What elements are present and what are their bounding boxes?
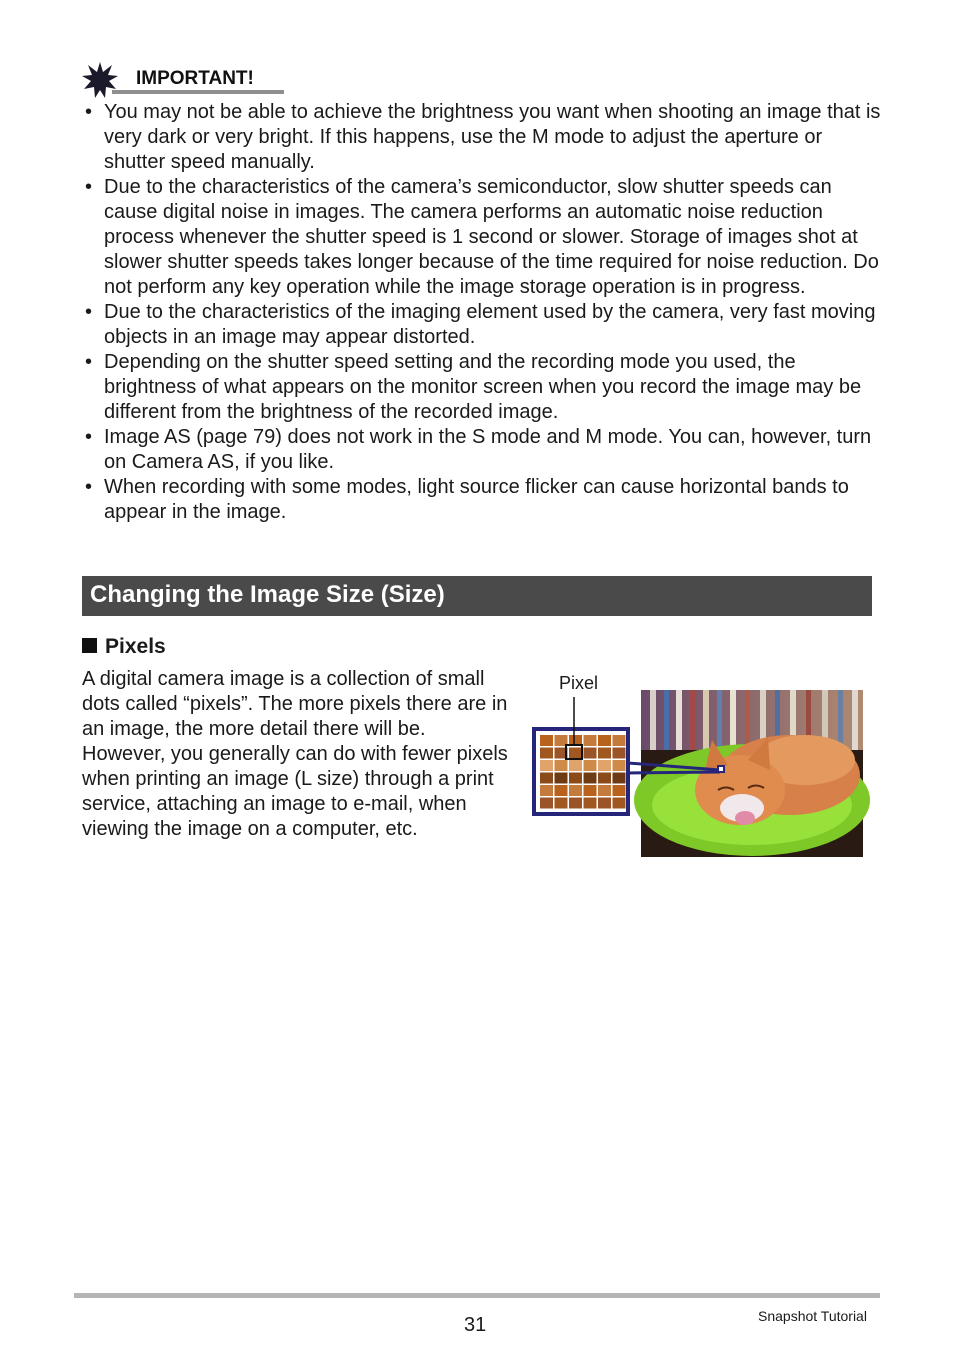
bullet-item: • Due to the characteristics of the camera’s semiconductor, slow shutter speeds can cause digital noise in images. The camera performs an automatic noise reduction process whenever the shutter speed is 1 second or slower. Storage of images shot at slower shutter speeds takes longer because of the time required for noise reduction. Do not perform any key operation while the image storage operation is in progress.	[82, 175, 882, 300]
pixel-cell	[613, 760, 626, 771]
pixel-cell	[584, 748, 597, 759]
pixel-cell	[555, 785, 568, 796]
pixel-cell	[540, 773, 553, 784]
zoom-connector-line-bottom	[628, 772, 720, 773]
pixel-cell	[613, 748, 626, 759]
pixel-cell	[555, 735, 568, 746]
section-heading-bar	[82, 576, 872, 616]
square-bullet-icon	[82, 638, 97, 653]
cat-photo	[634, 690, 870, 857]
pixel-cell	[555, 748, 568, 759]
figure-pixel-label: Pixel	[559, 673, 599, 693]
pixel-cell	[569, 773, 582, 784]
bullet-item: • You may not be able to achieve the brightness you want when shooting an image that is very dark or very bright. If this happens, use the M mode to adjust the aperture or shutter speed manually.	[82, 100, 882, 175]
pixel-cell	[555, 798, 568, 809]
pixel-cell	[555, 760, 568, 771]
section-title: Changing the Image Size (Size)	[90, 581, 445, 608]
pixel-cell	[584, 760, 597, 771]
page-number: 31	[464, 1314, 487, 1336]
pixel-cell	[598, 773, 611, 784]
important-label: IMPORTANT!	[136, 68, 254, 89]
bullet-item: • Image AS (page 79) does not work in the S mode and M mode. You can, however, turn on Camera AS, if you like.	[82, 425, 882, 475]
pixel-cell	[569, 785, 582, 796]
footer-rule	[74, 1293, 880, 1298]
important-notice-header	[82, 62, 284, 94]
pixel-cell	[598, 785, 611, 796]
pixel-cell	[584, 735, 597, 746]
pixel-cell	[598, 760, 611, 771]
pixel-cell	[569, 798, 582, 809]
pixels-heading-text: Pixels	[105, 635, 166, 658]
pixel-cell	[598, 748, 611, 759]
pixel-cell	[584, 785, 597, 796]
footer-section-title: Snapshot Tutorial	[758, 1308, 867, 1324]
pixel-cell	[598, 735, 611, 746]
pixel-cell	[613, 785, 626, 796]
pixels-description: A digital camera image is a collection of small dots called “pixels”. The more pixels there are in an image, the more detail there will be. However, you generally can do with fewer pixels when printing an image (L size) through a print service, attaching an image to e-mail, when viewing the image on a computer, etc.	[82, 668, 508, 840]
pixel-grid	[534, 729, 628, 814]
pixel-cell	[613, 735, 626, 746]
pixel-cell	[540, 798, 553, 809]
important-underline	[112, 90, 284, 94]
pixel-cell	[584, 798, 597, 809]
bullet-item: • Depending on the shutter speed setting and the recording mode you used, the brightness of what appears on the monitor screen when you record the image may be different from the brightness of the recorded image.	[82, 350, 882, 425]
pixel-cell	[540, 785, 553, 796]
pixel-cell	[569, 735, 582, 746]
pixel-cell	[540, 760, 553, 771]
bullet-item: • Due to the characteristics of the imaging element used by the camera, very fast moving objects in an image may appear distorted.	[82, 300, 882, 350]
pixel-cell	[613, 798, 626, 809]
important-bullet-list	[82, 100, 882, 525]
zoom-marker	[718, 766, 724, 772]
pixel-cell	[555, 773, 568, 784]
pixel-cell	[598, 798, 611, 809]
pixel-cell	[613, 773, 626, 784]
pixel-cell	[540, 748, 553, 759]
pixels-subheading	[82, 635, 166, 659]
pixel-cell	[569, 760, 582, 771]
pixel-cell	[584, 773, 597, 784]
zoom-connector-line-top	[628, 763, 720, 770]
pixel-cell	[569, 748, 582, 759]
bullet-item: • When recording with some modes, light source flicker can cause horizontal bands to appear in the image.	[82, 475, 882, 525]
pixel-cell	[540, 735, 553, 746]
